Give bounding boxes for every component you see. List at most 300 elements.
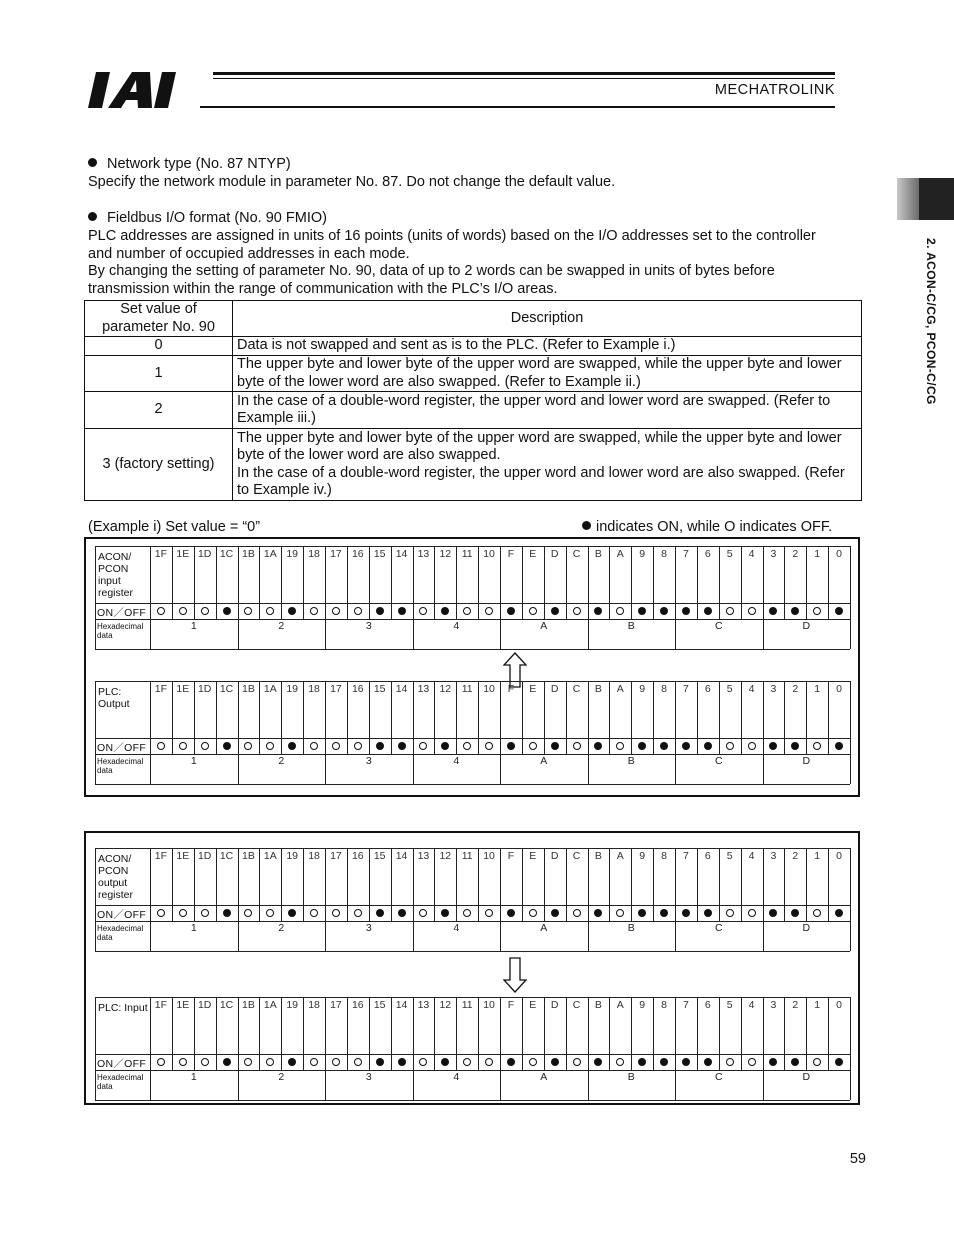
- bit-number: 0: [836, 548, 842, 560]
- off-dot-icon: [310, 742, 318, 750]
- hex-value: 4: [453, 620, 460, 632]
- bit-number: 15: [373, 683, 386, 695]
- bit-number: 11: [461, 683, 473, 695]
- table-row: [85, 356, 862, 392]
- bit-number: 12: [439, 548, 452, 560]
- off-dot-icon: [726, 909, 734, 917]
- off-dot-icon: [157, 607, 165, 615]
- grid-line: [95, 784, 850, 785]
- bit-number: 13: [417, 999, 430, 1011]
- bit-number: 16: [351, 683, 364, 695]
- bit-number: E: [529, 548, 537, 560]
- off-dot-icon: [310, 1058, 318, 1066]
- grid-line: [95, 681, 96, 784]
- top-register-label: ACON/ PCON input register: [98, 551, 134, 599]
- hex-value: A: [540, 755, 548, 767]
- grid-line: [95, 603, 850, 604]
- bit-number: C: [572, 850, 581, 862]
- bit-number: 3: [770, 999, 777, 1011]
- on-dot-icon: [398, 742, 406, 750]
- bit-number: 11: [461, 999, 473, 1011]
- hex-value: 4: [453, 922, 460, 934]
- bit-number: 1C: [219, 999, 234, 1011]
- bit-number: C: [572, 548, 581, 560]
- on-dot-icon: [223, 1058, 231, 1066]
- bit-number: E: [529, 683, 537, 695]
- on-dot-icon: [223, 909, 231, 917]
- bit-number: 12: [439, 850, 452, 862]
- example-title: (Example i) Set value = “0”: [88, 519, 261, 535]
- bit-number: 1F: [154, 548, 168, 560]
- bit-number: B: [594, 850, 602, 862]
- bit-number: 5: [726, 999, 733, 1011]
- bit-number: 1B: [242, 850, 255, 862]
- hex-value: 2: [278, 1071, 285, 1083]
- bit-number: F: [507, 850, 515, 862]
- bit-number: 1: [814, 999, 821, 1011]
- bit-number: 0: [836, 850, 842, 862]
- hex-value: 1: [190, 620, 197, 632]
- page-number: 59: [849, 1151, 866, 1167]
- bit-number: 1C: [219, 548, 234, 560]
- bit-number: 6: [704, 683, 711, 695]
- on-dot-icon: [376, 1058, 384, 1066]
- table-cell-description: The upper byte and lower byte of the upper word are swapped, while the upper byte and lower byte of the lower word are also swapped. In the case of a double-word register, the upper word and lower word are also swapped. (Refer to Example iv.): [233, 429, 862, 501]
- off-dot-icon: [529, 607, 537, 615]
- bit-number: 15: [373, 548, 386, 560]
- bit-number: 1D: [197, 683, 212, 695]
- off-dot-icon: [157, 1058, 165, 1066]
- onoff-label: ON／OFF: [97, 909, 147, 921]
- hex-value: C: [714, 1071, 723, 1083]
- bit-number: 9: [639, 683, 646, 695]
- off-dot-icon: [354, 742, 362, 750]
- bit-number: 7: [683, 999, 689, 1011]
- chapter-tab-block: [919, 178, 954, 220]
- off-dot-icon: [179, 909, 187, 917]
- on-dot-icon: [376, 607, 384, 615]
- bit-number: 17: [330, 548, 342, 560]
- hex-value: B: [627, 1071, 635, 1083]
- bit-number: 6: [704, 999, 711, 1011]
- bit-number: 0: [836, 999, 842, 1011]
- on-dot-icon: [682, 909, 690, 917]
- off-dot-icon: [726, 742, 734, 750]
- on-dot-icon: [660, 909, 668, 917]
- header-title: MECHATROLINK: [714, 82, 835, 98]
- bit-number: 9: [639, 850, 646, 862]
- bit-number: 12: [439, 999, 452, 1011]
- off-dot-icon: [201, 909, 209, 917]
- bit-number: 1E: [176, 850, 190, 862]
- hex-value: 3: [365, 620, 372, 632]
- bit-number: 1: [814, 548, 821, 560]
- off-dot-icon: [201, 1058, 209, 1066]
- header-rule-bottom: [200, 106, 835, 108]
- arrow-down-icon: [503, 957, 527, 993]
- off-dot-icon: [485, 742, 493, 750]
- hex-value: 4: [453, 755, 460, 767]
- bit-number: A: [616, 850, 624, 862]
- bit-number: 19: [286, 850, 299, 862]
- hex-value: D: [802, 620, 811, 632]
- bit-number: 1: [814, 850, 821, 862]
- bit-number: 2: [792, 850, 799, 862]
- off-dot-icon: [573, 909, 581, 917]
- off-dot-icon: [332, 742, 340, 750]
- header-rule-thin: [213, 78, 835, 79]
- on-dot-icon: [507, 607, 515, 615]
- bit-number: 1A: [263, 683, 277, 695]
- bit-number: 7: [683, 850, 689, 862]
- grid-line: [95, 997, 850, 998]
- on-dot-icon: [660, 742, 668, 750]
- grid-line: [95, 546, 850, 547]
- chapter-side-label: 2. ACON-C/CG, PCON-C/CG: [924, 238, 938, 405]
- off-dot-icon: [485, 909, 493, 917]
- on-dot-icon: [660, 1058, 668, 1066]
- bit-number: 13: [417, 683, 430, 695]
- hex-label: Hexadecimal data: [97, 924, 144, 942]
- iai-logo: [88, 70, 208, 110]
- bit-number: 10: [483, 548, 495, 560]
- hex-value: B: [627, 620, 635, 632]
- bit-number: 1: [814, 683, 821, 695]
- bit-number: 6: [704, 850, 711, 862]
- bit-number: 1F: [154, 850, 168, 862]
- off-dot-icon: [748, 909, 756, 917]
- off-dot-icon: [726, 607, 734, 615]
- hex-value: D: [802, 922, 811, 934]
- bit-number: B: [594, 548, 602, 560]
- bit-number: F: [507, 999, 515, 1011]
- bit-number: 3: [770, 548, 777, 560]
- hex-value: D: [802, 755, 811, 767]
- bit-number: 16: [351, 850, 364, 862]
- hex-value: C: [714, 922, 723, 934]
- bit-number: B: [594, 683, 602, 695]
- hex-value: C: [714, 755, 723, 767]
- bit-number: 1B: [242, 548, 255, 560]
- bit-number: F: [507, 683, 515, 695]
- grid-line: [95, 738, 850, 739]
- grid-line: [95, 546, 96, 649]
- hex-value: 2: [278, 620, 285, 632]
- bit-number: 4: [748, 548, 755, 560]
- bit-number: D: [550, 683, 559, 695]
- fmio-body-line1: PLC addresses are assigned in units of 16 points (units of words) based on the I/O addresses set to the controller: [88, 228, 816, 244]
- off-dot-icon: [179, 742, 187, 750]
- bit-number: 14: [395, 999, 408, 1011]
- bit-number: 2: [792, 683, 799, 695]
- bit-number: 1C: [219, 850, 234, 862]
- ntyp-heading: [88, 156, 291, 174]
- bit-number: 0: [836, 683, 842, 695]
- bit-number: 12: [439, 683, 452, 695]
- bit-number: 1D: [197, 548, 212, 560]
- off-dot-icon: [179, 607, 187, 615]
- on-dot-icon: [507, 1058, 515, 1066]
- hex-value: D: [802, 1071, 811, 1083]
- off-dot-icon: [310, 909, 318, 917]
- hex-value: A: [540, 1071, 548, 1083]
- bit-number: 1E: [176, 683, 190, 695]
- bit-number: 4: [748, 683, 755, 695]
- bit-number: A: [616, 548, 624, 560]
- bit-number: 1F: [154, 683, 168, 695]
- hex-label: Hexadecimal data: [97, 622, 144, 640]
- off-dot-icon: [179, 1058, 187, 1066]
- off-dot-icon: [332, 909, 340, 917]
- on-dot-icon: [704, 742, 712, 750]
- table-cell-value: 3 (factory setting): [85, 429, 233, 501]
- off-dot-icon: [201, 607, 209, 615]
- bit-number: 16: [351, 548, 364, 560]
- hex-value: A: [540, 620, 548, 632]
- off-dot-icon: [748, 607, 756, 615]
- ntyp-title: Network type (No. 87 NTYP): [107, 156, 291, 172]
- hex-value: A: [540, 922, 548, 934]
- off-dot-icon: [354, 1058, 362, 1066]
- bit-number: 13: [417, 850, 430, 862]
- bit-number: 4: [748, 999, 755, 1011]
- table-cell-value: 2: [85, 392, 233, 429]
- on-dot-icon: [223, 742, 231, 750]
- bit-number: 1B: [242, 999, 255, 1011]
- off-dot-icon: [354, 909, 362, 917]
- plc-label: PLC: Input: [98, 1002, 148, 1014]
- onoff-label: ON／OFF: [97, 607, 147, 619]
- off-dot-icon: [485, 607, 493, 615]
- bit-number: 1E: [176, 999, 190, 1011]
- bit-number: 10: [483, 683, 495, 695]
- hex-value: B: [627, 755, 635, 767]
- bit-number: D: [550, 999, 559, 1011]
- bit-number: E: [529, 850, 537, 862]
- off-dot-icon: [157, 742, 165, 750]
- fmio-heading: [88, 210, 327, 228]
- legend: [582, 519, 832, 537]
- parameter-table: [84, 300, 862, 501]
- fmio-title: Fieldbus I/O format (No. 90 FMIO): [107, 210, 327, 226]
- bit-number: 8: [661, 683, 667, 695]
- bit-number: 11: [461, 548, 473, 560]
- fmio-body-line4: transmission within the range of communication with the PLC’s I/O areas.: [88, 281, 558, 297]
- grid-line: [95, 848, 96, 951]
- off-dot-icon: [748, 742, 756, 750]
- on-dot-icon: [704, 909, 712, 917]
- bit-number: D: [550, 850, 559, 862]
- grid-line: [95, 951, 850, 952]
- bit-number: 17: [330, 999, 342, 1011]
- on-dot-icon: [551, 909, 559, 917]
- on-dot-icon: [704, 607, 712, 615]
- bit-number: 13: [417, 548, 430, 560]
- bit-number: 19: [286, 683, 299, 695]
- grid-line: [95, 1054, 850, 1055]
- chapter-tab-gradient: [897, 178, 919, 220]
- bullet-icon: [88, 212, 97, 221]
- bit-number: 1B: [242, 683, 255, 695]
- bit-number: E: [529, 999, 537, 1011]
- bit-number: 17: [330, 683, 342, 695]
- on-dot-icon: [398, 607, 406, 615]
- hex-label: Hexadecimal data: [97, 1073, 144, 1091]
- on-dot-icon: [704, 1058, 712, 1066]
- off-dot-icon: [485, 1058, 493, 1066]
- grid-line: [850, 546, 851, 649]
- bit-number: 19: [286, 999, 299, 1011]
- bit-number: C: [572, 999, 581, 1011]
- off-dot-icon: [332, 1058, 340, 1066]
- table-cell-description: The upper byte and lower byte of the upper word are swapped, while the upper byte and lower byte of the lower word are also swapped. (Refer to Example ii.): [233, 356, 862, 392]
- off-dot-icon: [157, 909, 165, 917]
- on-dot-icon: [835, 742, 843, 750]
- off-dot-icon: [529, 742, 537, 750]
- bit-number: 18: [308, 683, 320, 695]
- bit-number: 1A: [263, 548, 277, 560]
- bit-number: 1E: [176, 548, 190, 560]
- grid-line: [95, 997, 96, 1100]
- bit-number: 9: [639, 548, 646, 560]
- bit-number: B: [594, 999, 602, 1011]
- grid-line: [95, 681, 850, 682]
- off-dot-icon: [332, 607, 340, 615]
- bit-number: 8: [661, 999, 667, 1011]
- bit-number: 14: [395, 548, 408, 560]
- table-cell-description: Data is not swapped and sent as is to the PLC. (Refer to Example i.): [233, 337, 862, 356]
- table-header-value: Set value of parameter No. 90: [85, 301, 233, 337]
- bit-number: 5: [726, 548, 733, 560]
- bit-number: 18: [308, 999, 320, 1011]
- table-row: [85, 429, 862, 501]
- bit-number: D: [550, 548, 559, 560]
- bit-number: 15: [373, 850, 386, 862]
- on-dot-icon: [682, 607, 690, 615]
- bit-number: 3: [770, 850, 777, 862]
- bit-number: A: [616, 683, 624, 695]
- off-dot-icon: [748, 1058, 756, 1066]
- bit-number: C: [572, 683, 581, 695]
- bit-number: 1A: [263, 850, 277, 862]
- hex-value: 1: [190, 755, 197, 767]
- bit-number: 10: [483, 850, 495, 862]
- hex-value: 3: [365, 755, 372, 767]
- off-dot-icon: [354, 607, 362, 615]
- grid-line: [850, 848, 851, 951]
- on-dot-icon: [507, 742, 515, 750]
- on-dot-icon: [660, 607, 668, 615]
- onoff-label: ON／OFF: [97, 742, 147, 754]
- bit-number: 3: [770, 683, 777, 695]
- bit-number: 7: [683, 683, 689, 695]
- bit-number: 18: [308, 548, 320, 560]
- hex-value: 3: [365, 1071, 372, 1083]
- grid-line: [850, 681, 851, 784]
- bit-number: 2: [792, 548, 799, 560]
- hex-value: B: [627, 922, 635, 934]
- bit-number: 1A: [263, 999, 277, 1011]
- grid-line: [95, 848, 850, 849]
- on-dot-icon: [551, 742, 559, 750]
- bit-number: 14: [395, 683, 408, 695]
- table-cell-value: 1: [85, 356, 233, 392]
- bit-number: 14: [395, 850, 408, 862]
- header-rule-top: [213, 72, 835, 75]
- ntyp-body: Specify the network module in parameter No. 87. Do not change the default value.: [88, 174, 616, 190]
- on-dot-icon: [682, 742, 690, 750]
- off-dot-icon: [529, 909, 537, 917]
- on-dot-icon: [398, 1058, 406, 1066]
- on-dot-icon: [376, 909, 384, 917]
- bit-number: 1D: [197, 850, 212, 862]
- on-dot-icon: [551, 607, 559, 615]
- bit-number: 10: [483, 999, 495, 1011]
- on-dot-icon: [835, 607, 843, 615]
- diagram-output-register: [84, 831, 860, 1105]
- bit-number: 11: [461, 850, 473, 862]
- bit-number: 4: [748, 850, 755, 862]
- bit-number: 18: [308, 850, 320, 862]
- hex-value: 2: [278, 922, 285, 934]
- table-cell-description: In the case of a double-word register, the upper word and lower word are swapped. (Refer to Example iii.): [233, 392, 862, 429]
- bit-number: 8: [661, 548, 667, 560]
- hex-label: Hexadecimal data: [97, 757, 144, 775]
- off-dot-icon: [726, 1058, 734, 1066]
- bit-number: 16: [351, 999, 364, 1011]
- grid-line: [95, 649, 850, 650]
- bullet-icon: [88, 158, 97, 167]
- table-row: [85, 392, 862, 429]
- on-dot-icon: [376, 742, 384, 750]
- bit-number: 1F: [154, 999, 168, 1011]
- bit-number: 1D: [197, 999, 212, 1011]
- hex-value: 2: [278, 755, 285, 767]
- bit-number: A: [616, 999, 624, 1011]
- bit-number: 8: [661, 850, 667, 862]
- bit-number: 15: [373, 999, 386, 1011]
- table-cell-value: 0: [85, 337, 233, 356]
- hex-value: 3: [365, 922, 372, 934]
- onoff-label: ON／OFF: [97, 1058, 147, 1070]
- hex-value: 1: [190, 922, 197, 934]
- table-row: [85, 337, 862, 356]
- on-dot-icon: [582, 521, 591, 530]
- bit-number: 6: [704, 548, 711, 560]
- bit-number: F: [507, 548, 515, 560]
- bit-number: 5: [726, 850, 733, 862]
- on-dot-icon: [835, 1058, 843, 1066]
- fmio-body-line2: and number of occupied addresses in each mode.: [88, 246, 410, 262]
- hex-value: 4: [453, 1071, 460, 1083]
- hex-value: C: [714, 620, 723, 632]
- bit-number: 1C: [219, 683, 234, 695]
- bit-number: 2: [792, 999, 799, 1011]
- on-dot-icon: [835, 909, 843, 917]
- off-dot-icon: [573, 742, 581, 750]
- bit-number: 17: [330, 850, 342, 862]
- bit-number: 19: [286, 548, 299, 560]
- grid-line: [95, 1100, 850, 1101]
- off-dot-icon: [529, 1058, 537, 1066]
- bit-number: 7: [683, 548, 689, 560]
- on-dot-icon: [507, 909, 515, 917]
- bit-number: 9: [639, 999, 646, 1011]
- off-dot-icon: [201, 742, 209, 750]
- on-dot-icon: [682, 1058, 690, 1066]
- top-register-label: ACON/ PCON output register: [98, 853, 134, 901]
- on-dot-icon: [223, 607, 231, 615]
